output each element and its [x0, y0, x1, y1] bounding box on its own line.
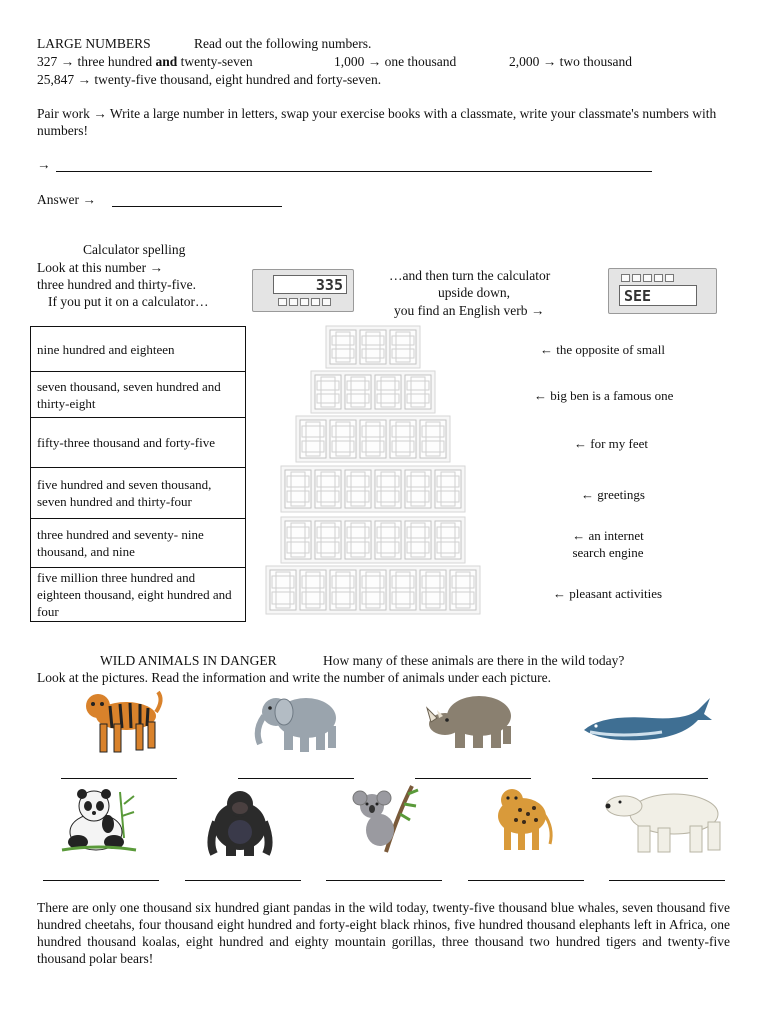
calculator-display-see: SEE	[619, 285, 697, 306]
example-25847: 25,847 → twenty-five thousand, eight hundred and forty-seven.	[37, 72, 382, 87]
pairwork-instruction: Pair work → Write a large number in letters, swap your exercise books with a classmate, write your classmate's numbers with numbers!	[37, 106, 717, 138]
answer-blank-gorilla[interactable]	[185, 880, 301, 881]
animals-information-paragraph: There are only one thousand six hundred giant pandas in the wild today, twenty-five thousand blue whales, seven thousand five hundred cheetahs, four thousand eight hundred and forty-eight black rhinos, five hundred thousand elephants left in Africa, one hundred thousand koalas, eight hundred and eighty mountain gorillas, three thousand two hundred tigers and twenty-five thousand polar bears!	[37, 900, 730, 966]
calc-left-line-3: If you put it on a calculator…	[48, 294, 209, 309]
digit-box[interactable]	[285, 470, 311, 508]
cheetah-icon	[488, 784, 558, 854]
answer-blank-whale[interactable]	[592, 778, 708, 779]
clue-row-1: ← the opposite of small	[540, 342, 665, 357]
digit-box[interactable]	[360, 420, 386, 458]
words-row-4: five hundred and seven thousand, seven hundred and thirty-four	[31, 468, 246, 519]
gorilla-icon	[206, 788, 274, 858]
digit-box[interactable]	[375, 375, 401, 409]
digit-box[interactable]	[330, 420, 356, 458]
digit-row-3	[296, 416, 450, 462]
digit-box[interactable]	[315, 521, 341, 559]
digit-row-2	[311, 371, 435, 413]
answer-blank-rhino[interactable]	[415, 778, 531, 779]
wild-animals-instruction: Look at the pictures. Read the information and write the number of animals under each picture.	[37, 670, 551, 685]
tiger-icon	[80, 684, 162, 756]
answer-blank-panda[interactable]	[43, 880, 159, 881]
words-row-1: nine hundred and eighteen	[31, 327, 246, 372]
wild-animals-title: WILD ANIMALS IN DANGER	[100, 653, 277, 668]
answer-blank-polar-bear[interactable]	[609, 880, 725, 881]
example-327-post: twenty-seven	[177, 54, 253, 69]
clue-row-3: ← for my feet	[574, 436, 649, 451]
calc-left-line-1: Look at this number →	[37, 260, 163, 275]
digit-box[interactable]	[345, 375, 371, 409]
digit-box[interactable]	[300, 570, 326, 610]
answer-blank-tiger[interactable]	[61, 778, 177, 779]
polar-bear-icon	[604, 784, 732, 856]
example-1000: 1,000 → one thousand	[334, 54, 457, 69]
digit-box[interactable]	[315, 375, 341, 409]
clue-row-5: ← an internet search engine	[572, 528, 644, 560]
digit-box[interactable]	[270, 570, 296, 610]
digit-box[interactable]	[360, 570, 386, 610]
words-row-2: seven thousand, seven hundred and thirty-eight	[31, 372, 246, 418]
digit-row-4	[281, 466, 465, 512]
digit-row-5	[281, 517, 465, 563]
answer-label: Answer →	[37, 192, 96, 207]
digit-box[interactable]	[405, 470, 431, 508]
digit-row-1	[326, 326, 420, 368]
rhino-icon	[425, 686, 517, 752]
digit-box[interactable]	[375, 521, 401, 559]
calc-right-line-2: upside down,	[438, 285, 510, 300]
digit-row-6	[266, 566, 480, 614]
digit-box[interactable]	[375, 470, 401, 508]
digit-box[interactable]	[390, 330, 416, 364]
words-row-5: three hundred and seventy- nine thousand, and nine	[31, 519, 246, 568]
words-row-3: fifty-three thousand and forty-five	[31, 418, 246, 468]
digit-box[interactable]	[330, 330, 356, 364]
panda-icon	[58, 784, 140, 854]
digit-box[interactable]	[315, 470, 341, 508]
digit-box[interactable]	[390, 570, 416, 610]
calc-right-line-3: you find an English verb →	[394, 303, 545, 318]
digit-box[interactable]	[285, 521, 311, 559]
clue-row-4: ← greetings	[581, 487, 645, 502]
digit-box[interactable]	[300, 420, 326, 458]
digit-box[interactable]	[330, 570, 356, 610]
write-arrow: →	[37, 157, 51, 172]
answer-blank-elephant[interactable]	[238, 778, 354, 779]
elephant-icon	[250, 690, 342, 754]
calc-left-line-2: three hundred and thirty-five.	[37, 277, 196, 292]
example-327-pre: 327 → three hundred	[37, 54, 156, 69]
digit-box[interactable]	[345, 521, 371, 559]
wild-animals-question: How many of these animals are there in the wild today?	[323, 653, 625, 668]
calculator-heading: Calculator spelling	[83, 242, 186, 257]
answer-blank-cheetah[interactable]	[468, 880, 584, 881]
example-2000: 2,000 → two thousand	[509, 54, 632, 69]
digit-box[interactable]	[420, 420, 446, 458]
read-instruction: Read out the following numbers.	[194, 36, 372, 51]
digit-box[interactable]	[435, 470, 461, 508]
digit-box[interactable]	[405, 521, 431, 559]
digit-box[interactable]	[450, 570, 476, 610]
calc-right-line-1: …and then turn the calculator	[389, 268, 551, 283]
digit-box[interactable]	[435, 521, 461, 559]
clue-row-2: ← big ben is a famous one	[534, 388, 674, 403]
calculator-display-335: 335	[273, 275, 347, 294]
clue-row-6: ← pleasant activities	[553, 586, 663, 601]
digit-box[interactable]	[405, 375, 431, 409]
digit-box[interactable]	[390, 420, 416, 458]
koala-icon	[346, 784, 422, 854]
words-row-6: five million three hundred and eighteen thousand, eight hundred and four	[31, 568, 246, 622]
digit-box[interactable]	[420, 570, 446, 610]
section-title-large-numbers: LARGE NUMBERS	[37, 36, 151, 51]
example-327-and: and	[155, 54, 178, 69]
digit-box[interactable]	[360, 330, 386, 364]
whale-icon	[582, 694, 714, 746]
answer-blank-koala[interactable]	[326, 880, 442, 881]
digit-box[interactable]	[345, 470, 371, 508]
